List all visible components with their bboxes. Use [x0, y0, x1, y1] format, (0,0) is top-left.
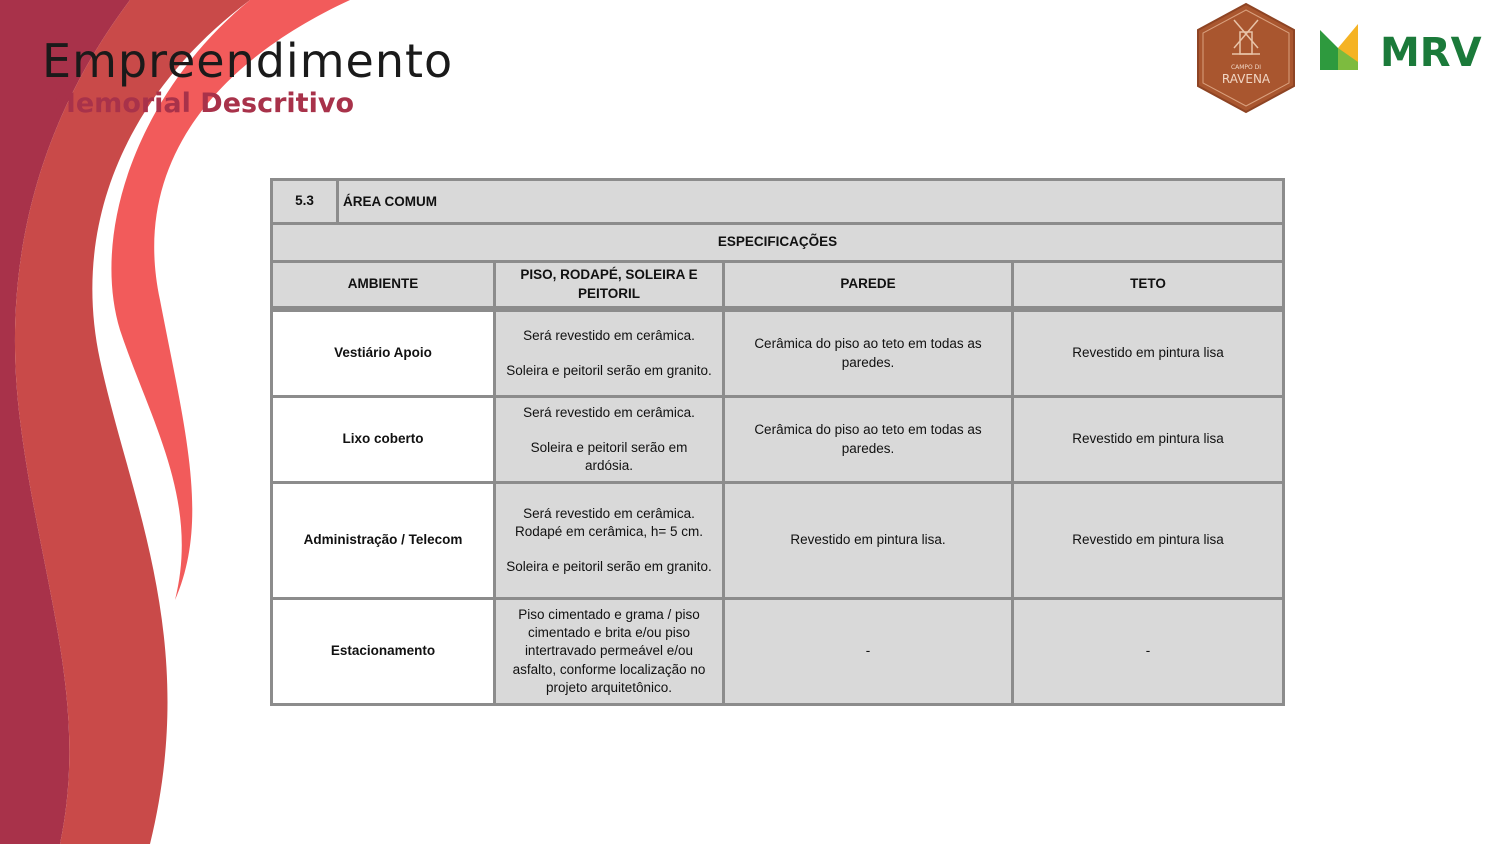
row-parede — [724, 397, 1013, 483]
piso-line: Piso cimentado e grama / piso cimentado e brita e/ou piso intertravado permeável e/ou asfalto, conforme localização no projeto arquitetônico. — [512, 606, 706, 695]
piso-line: Soleira e peitoril serão em granito. — [506, 363, 712, 378]
row-ambiente: Lixo coberto — [272, 397, 495, 483]
row-piso — [495, 311, 724, 397]
row-parede: - — [724, 599, 1013, 705]
row-ambiente: Vestiário Apoio — [272, 311, 495, 397]
column-header-piso-text: PISO, RODAPÉ, SOLEIRA E PEITORIL — [520, 267, 698, 301]
row-parede-text: Cerâmica do piso ao teto em todas as paredes. — [754, 336, 982, 370]
row-piso — [495, 599, 724, 705]
row-parede-text: Cerâmica do piso ao teto em todas as paredes. — [754, 422, 982, 456]
campo-di-ravena-logo — [1194, 2, 1298, 114]
table-row — [272, 483, 1284, 599]
piso-line: Soleira e peitoril serão em granito. — [506, 559, 712, 575]
row-parede — [724, 311, 1013, 397]
piso-line: Rodapé em cerâmica, h= 5 cm. — [515, 523, 703, 539]
badge-line1: CAMPO DI — [1230, 64, 1262, 71]
row-ambiente: Estacionamento — [272, 599, 495, 705]
row-teto: Revestido em pintura lisa — [1013, 397, 1284, 483]
page-subtitle: Memorial Descritivo — [49, 88, 354, 119]
section-row — [272, 180, 1284, 224]
mrv-mark-left — [1320, 30, 1338, 70]
spec-header-row — [272, 224, 1284, 262]
column-header-piso — [495, 262, 724, 308]
mrv-wordmark: MRV — [1380, 30, 1482, 74]
table-row — [272, 311, 1284, 397]
row-ambiente: Administração / Telecom — [272, 483, 495, 599]
piso-line: Será revestido em cerâmica. — [523, 505, 695, 521]
piso-line: Será revestido em cerâmica. — [523, 327, 695, 343]
section-title: ÁREA COMUM — [338, 180, 1284, 224]
row-piso — [495, 397, 724, 483]
page-title: Empreendimento — [42, 34, 454, 88]
piso-line-text: Soleira e peitoril serão em ardósia. — [530, 439, 688, 474]
row-teto: - — [1013, 599, 1284, 705]
row-piso — [495, 483, 724, 599]
row-parede: Revestido em pintura lisa. — [724, 483, 1013, 599]
column-header-ambiente: AMBIENTE — [272, 262, 495, 308]
specifications-table — [270, 178, 1285, 706]
piso-line: Será revestido em cerâmica. — [523, 404, 695, 420]
badge-line2: RAVENA — [1221, 72, 1271, 86]
piso-line — [500, 439, 718, 475]
table-row — [272, 397, 1284, 483]
table-row — [272, 599, 1284, 705]
mrv-logo — [1318, 22, 1490, 74]
row-teto: Revestido em pintura lisa — [1013, 483, 1284, 599]
column-header-parede: PAREDE — [724, 262, 1013, 308]
row-teto: Revestido em pintura lisa — [1013, 311, 1284, 397]
spec-header: ESPECIFICAÇÕES — [272, 224, 1284, 262]
column-header-teto: TETO — [1013, 262, 1284, 308]
section-number: 5.3 — [272, 180, 338, 224]
column-header-row — [272, 262, 1284, 308]
